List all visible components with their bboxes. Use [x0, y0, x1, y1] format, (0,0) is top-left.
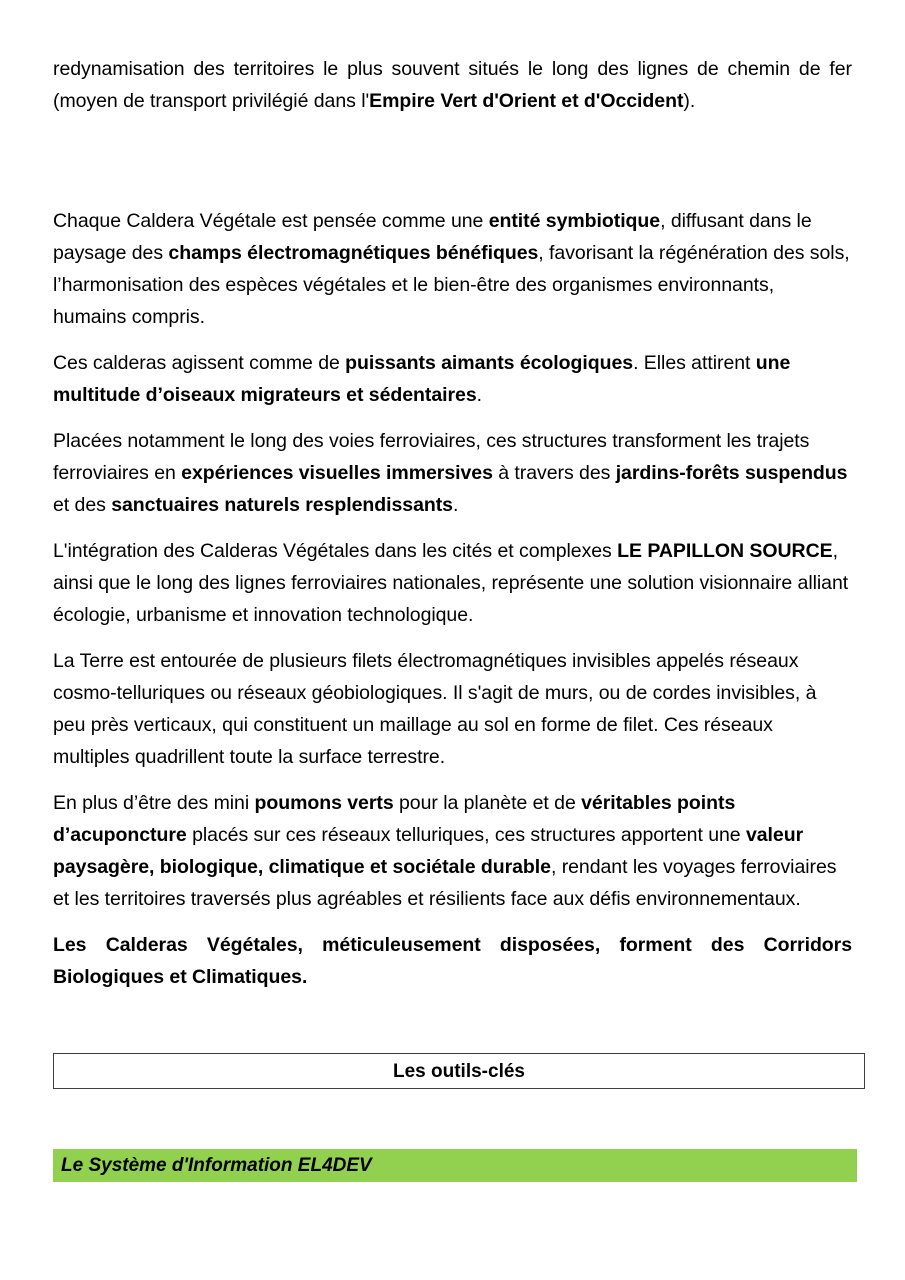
paragraph-le-papillon-source: L'intégration des Calderas Végétales dans les cités et complexes LE PAPILLON SOURCE, ainsi que le long des lignes ferroviaires nationales, représente une solution visionnaire alliant écologie, urbanisme et innovation technologique. [53, 540, 849, 626]
emphasis-run: valeur paysagère, biologique, climatique et sociétale durable [53, 824, 804, 878]
section-title-box [53, 1053, 865, 1089]
paragraph-reseaux-telluriques: La Terre est entourée de plusieurs filets électromagnétiques invisibles appelés réseaux cosmo-telluriques ou réseaux géobiologiques. Il s'agit de murs, ou de cordes invisibles, à peu près verticaux, qui constituent un maillage au sol en forme de filet. Ces réseaux multiples quadrillent toute la surface terrestre. [53, 650, 817, 768]
emphasis-run: poumons verts [254, 792, 394, 814]
spacer-after-intro [53, 117, 852, 205]
paragraph-corridors [53, 929, 852, 993]
emphasis-run: Les Calderas Végétales, méticuleusement disposées, forment des Corridors Biologiques et Climatiques. [53, 934, 852, 988]
emphasis-run: jardins-forêts suspendus [615, 462, 848, 484]
spacer-2 [53, 411, 852, 425]
spacer-3 [53, 521, 852, 535]
paragraph-redynamisation: redynamisation des territoires le plus souvent situés le long des lignes de chemin de fer (moyen de transport privilégié dans l'Empire Vert d'Orient et d'Occident). [53, 58, 852, 112]
paragraph-voies-ferroviaires: Placées notamment le long des voies ferroviaires, ces structures transforment les trajets ferroviaires en expériences visuelles immersives à travers des jardins-forêts suspendus et des sanctuaires naturels resplendissants. [53, 430, 848, 516]
paragraph-poumons-verts: En plus d’être des mini poumons verts pour la planète et de véritables points d’acuponcture placés sur ces réseaux telluriques, ces structures apportent une valeur paysagère, biologique, climatique et sociétale durable, rendant les voyages ferroviaires et les territoires traversés plus agréables et résilients face aux défis environnementaux. [53, 792, 837, 910]
spacer-6 [53, 915, 852, 929]
paragraph-caldera-symbiotique: Chaque Caldera Végétale est pensée comme une entité symbiotique, diffusant dans le paysage des champs électromagnétiques bénéfiques, favorisant la régénération des sols, l’harmonisation des espèces végétales et le bien-être des organismes environnants, humains compris. [53, 210, 850, 328]
spacer-1 [53, 333, 852, 347]
emphasis-run: entité symbiotique [488, 210, 661, 232]
emphasis-run: sanctuaires naturels resplendissants [111, 494, 453, 516]
emphasis-run: Empire Vert d'Orient et d'Occident [369, 90, 684, 112]
emphasis-run: LE PAPILLON SOURCE [617, 540, 833, 562]
emphasis-run: puissants aimants écologiques [345, 352, 634, 374]
emphasis-run: expériences visuelles immersives [181, 462, 493, 484]
emphasis-run: une multitude d’oiseaux migrateurs et sédentaires [53, 352, 791, 406]
spacer-5 [53, 773, 852, 787]
spacer-before-green-banner [53, 1089, 852, 1149]
spacer-before-title-box [53, 993, 852, 1053]
paragraph-aimants-ecologiques: Ces calderas agissent comme de puissants aimants écologiques. Elles attirent une multitude d’oiseaux migrateurs et sédentaires. [53, 352, 791, 406]
document-body [53, 53, 852, 1182]
green-banner [53, 1149, 857, 1182]
section-title-label: Les outils-clés [393, 1060, 525, 1082]
emphasis-run: champs électromagnétiques bénéfiques [168, 242, 539, 264]
spacer-4 [53, 631, 852, 645]
green-banner-label: Le Système d'Information EL4DEV [61, 1155, 372, 1176]
emphasis-run: véritables points d’acuponcture [53, 792, 736, 846]
